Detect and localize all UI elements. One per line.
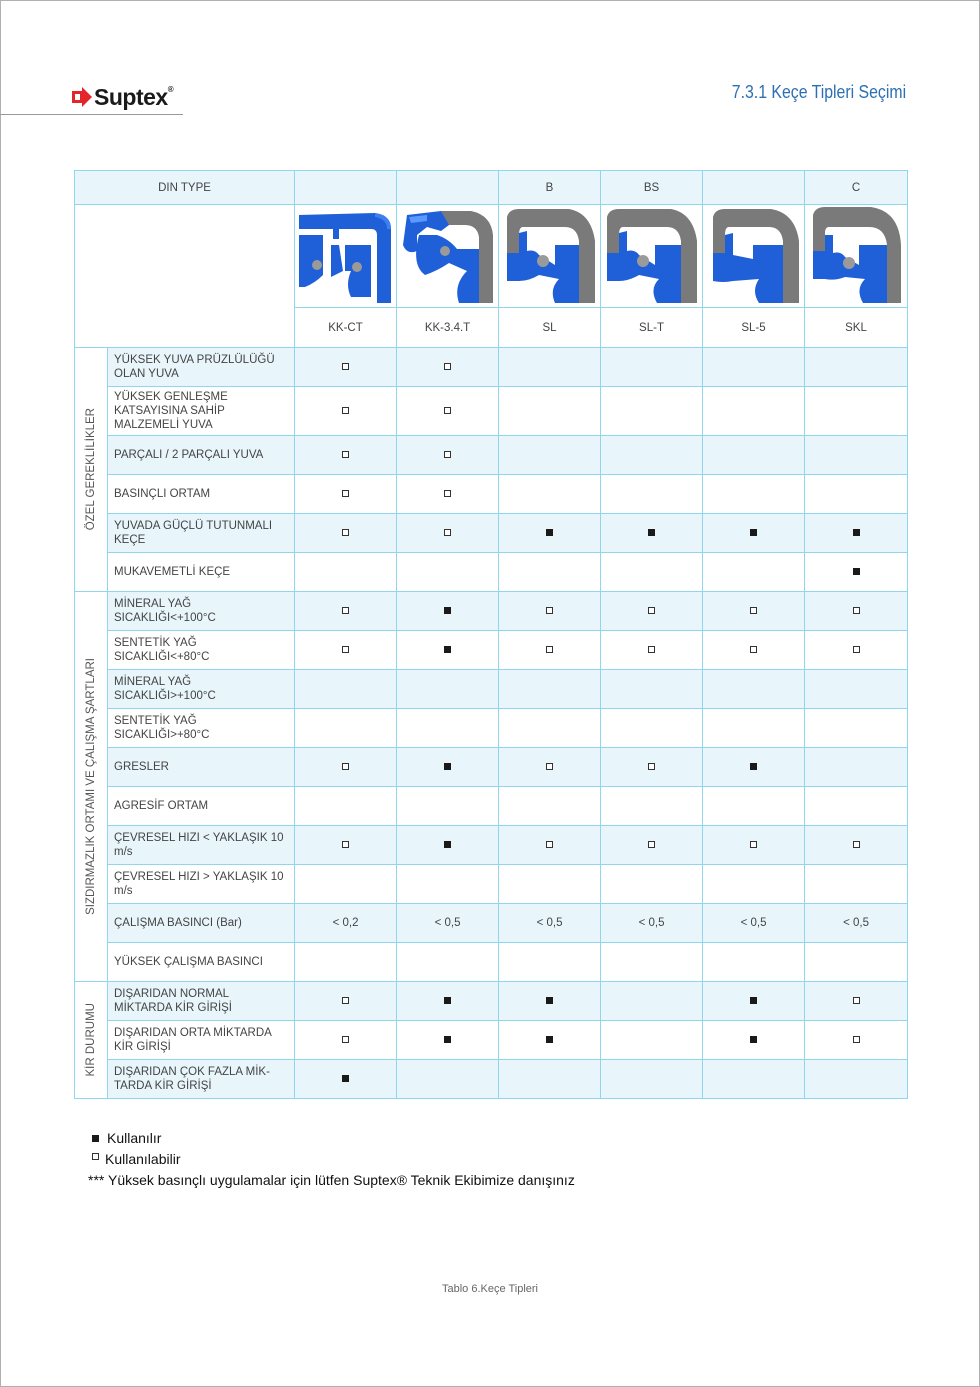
empty-square-icon [750, 841, 757, 848]
empty-square-icon [853, 607, 860, 614]
cell-usable [601, 826, 703, 865]
cell-empty [805, 1060, 908, 1099]
cell-empty [601, 1021, 703, 1060]
cell-empty [805, 387, 908, 436]
cell-empty [601, 670, 703, 709]
filled-square-icon [342, 1075, 349, 1082]
cell-usable [805, 1021, 908, 1060]
filled-square-icon [546, 1036, 553, 1043]
cell-empty [295, 553, 397, 592]
cell-used [397, 748, 499, 787]
table-row [75, 904, 908, 943]
legend-empty-label: Kullanılabilir [105, 1151, 181, 1167]
row-label: AGRESİF ORTAM [108, 787, 295, 826]
cell-value: < 0,5 [601, 904, 703, 943]
seal-image-skl [805, 205, 908, 308]
group-label: KİR DURUMU [85, 1003, 97, 1077]
group-label-cell [75, 348, 108, 592]
empty-square-icon [648, 607, 655, 614]
empty-square-icon [444, 363, 451, 370]
table-row [75, 1021, 908, 1060]
empty-square-icon [546, 646, 553, 653]
cell-usable [295, 436, 397, 475]
filled-square-icon [444, 763, 451, 770]
cell-usable [295, 1021, 397, 1060]
cell-empty [805, 865, 908, 904]
cell-used [601, 514, 703, 553]
cell-usable [295, 982, 397, 1021]
cell-empty [703, 709, 805, 748]
cell-usable [397, 514, 499, 553]
cell-usable [499, 826, 601, 865]
cell-usable [499, 748, 601, 787]
cell-empty [397, 553, 499, 592]
din-type-cell: C [805, 171, 908, 205]
cell-used [805, 553, 908, 592]
cell-used [397, 982, 499, 1021]
page-title: 7.3.1 Keçe Tipleri Seçimi [731, 82, 906, 102]
cell-usable [499, 631, 601, 670]
row-label: YÜKSEK GENLEŞME KATSAYISINA SAHİP MALZEMELİ YUVA [108, 387, 295, 436]
group-label: ÖZEL GEREKLİLİKLER [85, 408, 97, 531]
legend-note: *** Yüksek basınçlı uygulamalar için lütfen Suptex® Teknik Ekibimize danışınız [88, 1172, 575, 1188]
filled-square-icon [444, 646, 451, 653]
cell-used [295, 1060, 397, 1099]
empty-square-icon [342, 451, 349, 458]
cell-usable [397, 475, 499, 514]
din-type-cell: B [499, 171, 601, 205]
din-type-label: DIN TYPE [75, 171, 295, 205]
empty-square-icon [853, 646, 860, 653]
type-code: SKL [805, 308, 908, 348]
empty-square-icon [92, 1153, 99, 1160]
cell-empty [499, 670, 601, 709]
cell-empty [805, 475, 908, 514]
cell-used [499, 514, 601, 553]
empty-square-icon [853, 997, 860, 1004]
filled-square-icon [546, 997, 553, 1004]
cell-empty [805, 670, 908, 709]
table-row [75, 748, 908, 787]
cell-usable [397, 436, 499, 475]
cell-empty [601, 787, 703, 826]
row-label: GRESLER [108, 748, 295, 787]
cell-usable [397, 387, 499, 436]
seal-image-sl [499, 205, 601, 308]
cell-empty [397, 670, 499, 709]
empty-square-icon [444, 529, 451, 536]
table-row [75, 826, 908, 865]
empty-square-icon [648, 763, 655, 770]
row-label: ÇEVRESEL HIZI > YAKLAŞIK 10 m/s [108, 865, 295, 904]
empty-square-icon [750, 607, 757, 614]
filled-square-icon [444, 997, 451, 1004]
table-row [75, 592, 908, 631]
table-row [75, 787, 908, 826]
seal-selection-table [74, 170, 908, 1099]
cell-empty [499, 1060, 601, 1099]
cell-empty [703, 1060, 805, 1099]
table-row [75, 943, 908, 982]
cell-empty [601, 943, 703, 982]
cell-value: < 0,5 [499, 904, 601, 943]
cell-empty [703, 387, 805, 436]
cell-value: < 0,5 [703, 904, 805, 943]
cell-empty [499, 348, 601, 387]
row-label: MİNERAL YAĞ SICAKLIĞI>+100°C [108, 670, 295, 709]
empty-square-icon [546, 841, 553, 848]
group-label-cell [75, 592, 108, 982]
din-type-row [75, 171, 908, 205]
cell-usable [805, 826, 908, 865]
cell-empty [703, 787, 805, 826]
seal-sl-5-icon [703, 205, 804, 307]
table-row [75, 709, 908, 748]
cell-usable [295, 387, 397, 436]
cell-used [805, 514, 908, 553]
row-label: YÜKSEK ÇALIŞMA BASINCI [108, 943, 295, 982]
cell-value: < 0,5 [805, 904, 908, 943]
table-row [75, 475, 908, 514]
cell-empty [703, 670, 805, 709]
cell-used [397, 631, 499, 670]
cell-empty [805, 748, 908, 787]
table-row [75, 387, 908, 436]
cell-empty [499, 387, 601, 436]
table-row [75, 631, 908, 670]
table-row [75, 670, 908, 709]
cell-usable [703, 592, 805, 631]
cell-empty [703, 553, 805, 592]
group-label: SIZDIRMAZLIK ORTAMI VE ÇALIŞMA ŞARTLARI [85, 658, 97, 915]
filled-square-icon [853, 529, 860, 536]
table-row [75, 865, 908, 904]
cell-usable [601, 748, 703, 787]
legend [88, 1128, 575, 1191]
cell-used [703, 1021, 805, 1060]
seal-sl-t-icon [601, 205, 702, 307]
cell-used [703, 748, 805, 787]
cell-used [397, 826, 499, 865]
cell-value: < 0,5 [397, 904, 499, 943]
logo-mark-icon [72, 87, 92, 107]
filled-square-icon [750, 997, 757, 1004]
cell-empty [397, 709, 499, 748]
row-label: SENTETİK YAĞ SICAKLIĞI<+80°C [108, 631, 295, 670]
cell-empty [397, 1060, 499, 1099]
blank-corner [75, 205, 295, 348]
row-label: MİNERAL YAĞ SICAKLIĞI<+100°C [108, 592, 295, 631]
cell-used [499, 982, 601, 1021]
type-code: SL-5 [703, 308, 805, 348]
empty-square-icon [342, 607, 349, 614]
cell-usable [295, 348, 397, 387]
cell-empty [499, 865, 601, 904]
cell-empty [397, 943, 499, 982]
row-label: YÜKSEK YUVA PRÜZLÜLÜĞÜ OLAN YUVA [108, 348, 295, 387]
filled-square-icon [444, 1036, 451, 1043]
logo-reg: ® [167, 84, 174, 94]
cell-value: < 0,2 [295, 904, 397, 943]
cell-empty [295, 787, 397, 826]
cell-empty [295, 670, 397, 709]
cell-empty [601, 1060, 703, 1099]
type-code: SL-T [601, 308, 703, 348]
cell-usable [601, 592, 703, 631]
cell-empty [499, 553, 601, 592]
row-label: PARÇALI / 2 PARÇALI YUVA [108, 436, 295, 475]
cell-empty [499, 709, 601, 748]
cell-usable [805, 592, 908, 631]
type-code: KK-3.4.T [397, 308, 499, 348]
cell-empty [601, 553, 703, 592]
cell-usable [703, 631, 805, 670]
row-label: SENTETİK YAĞ SICAKLIĞI>+80°C [108, 709, 295, 748]
legend-empty [88, 1149, 575, 1170]
cell-empty [499, 787, 601, 826]
filled-square-icon [750, 1036, 757, 1043]
row-label: ÇEVRESEL HIZI < YAKLAŞIK 10 m/s [108, 826, 295, 865]
cell-empty [601, 387, 703, 436]
cell-usable [295, 631, 397, 670]
table-row [75, 436, 908, 475]
cell-empty [601, 436, 703, 475]
cell-empty [397, 865, 499, 904]
din-type-cell: BS [601, 171, 703, 205]
empty-square-icon [342, 841, 349, 848]
cell-empty [295, 943, 397, 982]
empty-square-icon [342, 1036, 349, 1043]
empty-square-icon [342, 997, 349, 1004]
filled-square-icon [750, 763, 757, 770]
empty-square-icon [342, 646, 349, 653]
cell-usable [295, 826, 397, 865]
cell-used [397, 1021, 499, 1060]
cell-empty [805, 787, 908, 826]
empty-square-icon [342, 363, 349, 370]
group-label-cell [75, 982, 108, 1099]
cell-empty [499, 475, 601, 514]
empty-square-icon [648, 841, 655, 848]
din-type-cell [397, 171, 499, 205]
table-row [75, 553, 908, 592]
type-code: SL [499, 308, 601, 348]
empty-square-icon [342, 529, 349, 536]
filled-square-icon [92, 1135, 99, 1142]
cell-usable [295, 592, 397, 631]
table-caption: Tablo 6.Keçe Tipleri [442, 1283, 538, 1295]
suptex-logo [72, 84, 173, 110]
din-type-cell [703, 171, 805, 205]
empty-square-icon [444, 407, 451, 414]
cell-empty [295, 865, 397, 904]
cell-empty [703, 943, 805, 982]
cell-used [703, 514, 805, 553]
cell-empty [499, 436, 601, 475]
cell-used [397, 592, 499, 631]
seal-skl-icon [805, 205, 907, 307]
empty-square-icon [853, 1036, 860, 1043]
cell-usable [499, 592, 601, 631]
empty-square-icon [648, 646, 655, 653]
table-row [75, 348, 908, 387]
image-row [75, 205, 908, 308]
header-rule [0, 114, 183, 115]
empty-square-icon [444, 451, 451, 458]
cell-empty [703, 865, 805, 904]
cell-used [703, 982, 805, 1021]
cell-empty [805, 709, 908, 748]
cell-usable [805, 631, 908, 670]
seal-image-kk-34t [397, 205, 499, 308]
cell-usable [397, 348, 499, 387]
cell-empty [601, 709, 703, 748]
empty-square-icon [444, 490, 451, 497]
row-label: BASINÇLI ORTAM [108, 475, 295, 514]
filled-square-icon [750, 529, 757, 536]
logo-text: Suptex [94, 83, 168, 110]
cell-usable [805, 982, 908, 1021]
legend-filled-label: Kullanılır [107, 1130, 162, 1146]
cell-empty [499, 943, 601, 982]
cell-empty [397, 787, 499, 826]
type-code: KK-CT [295, 308, 397, 348]
empty-square-icon [546, 763, 553, 770]
cell-empty [805, 436, 908, 475]
legend-filled [88, 1128, 575, 1149]
row-label: ÇALIŞMA BASINCI (Bar) [108, 904, 295, 943]
row-label: DIŞARIDAN NORMAL MİKTARDA KİR GİRİŞİ [108, 982, 295, 1021]
seal-kk-34t-icon [397, 205, 498, 307]
empty-square-icon [342, 407, 349, 414]
empty-square-icon [342, 490, 349, 497]
cell-usable [601, 631, 703, 670]
cell-usable [295, 475, 397, 514]
seal-image-kk-ct [295, 205, 397, 308]
empty-square-icon [750, 646, 757, 653]
row-label: DIŞARIDAN ÇOK FAZLA MİK-TARDA KİR GİRİŞİ [108, 1060, 295, 1099]
cell-usable [703, 826, 805, 865]
seal-image-sl-5 [703, 205, 805, 308]
seal-sl-icon [499, 205, 600, 307]
din-type-cell [295, 171, 397, 205]
row-label: DIŞARIDAN ORTA MİKTARDA KİR GİRİŞİ [108, 1021, 295, 1060]
cell-empty [805, 348, 908, 387]
cell-empty [601, 475, 703, 514]
cell-usable [295, 748, 397, 787]
cell-empty [601, 865, 703, 904]
cell-usable [295, 514, 397, 553]
cell-used [499, 1021, 601, 1060]
cell-empty [703, 475, 805, 514]
empty-square-icon [342, 763, 349, 770]
empty-square-icon [853, 841, 860, 848]
filled-square-icon [546, 529, 553, 536]
row-label: YUVADA GÜÇLÜ TUTUNMALI KEÇE [108, 514, 295, 553]
table-row [75, 982, 908, 1021]
cell-empty [295, 709, 397, 748]
filled-square-icon [444, 607, 451, 614]
cell-empty [703, 348, 805, 387]
seal-image-sl-t [601, 205, 703, 308]
filled-square-icon [444, 841, 451, 848]
empty-square-icon [546, 607, 553, 614]
row-label: MUKAVEMETLİ KEÇE [108, 553, 295, 592]
filled-square-icon [853, 568, 860, 575]
cell-empty [805, 943, 908, 982]
table-row [75, 1060, 908, 1099]
cell-empty [703, 436, 805, 475]
filled-square-icon [648, 529, 655, 536]
cell-empty [601, 348, 703, 387]
table-row [75, 514, 908, 553]
seal-kk-ct-icon [295, 205, 396, 307]
cell-empty [601, 982, 703, 1021]
